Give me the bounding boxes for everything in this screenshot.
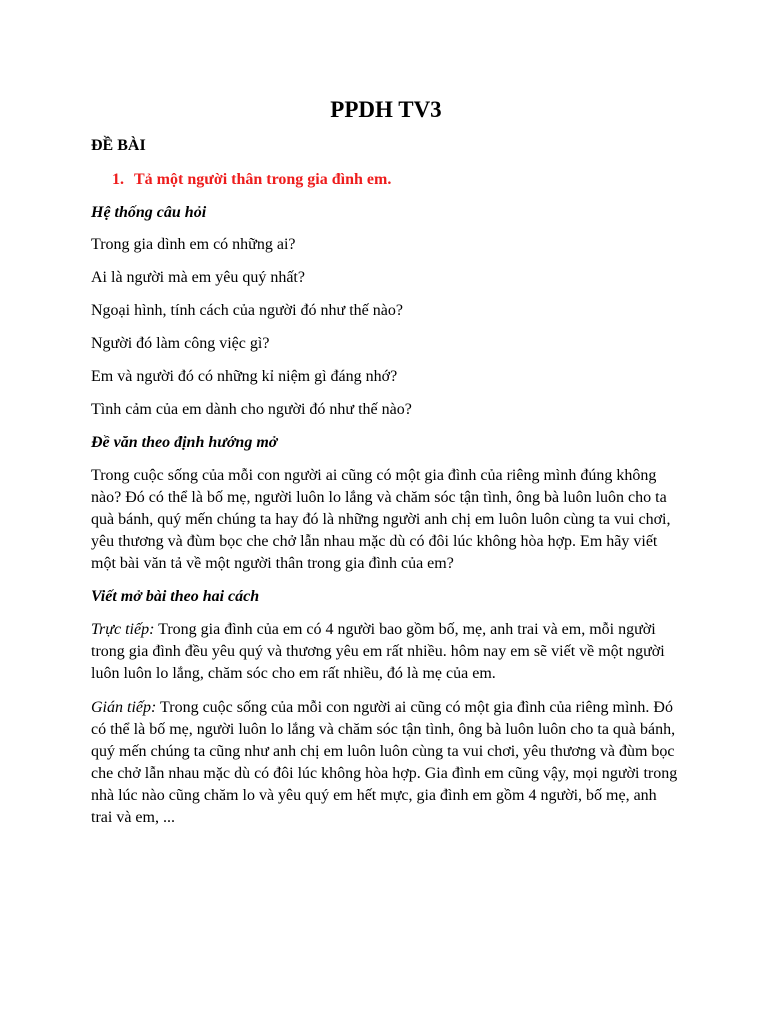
indirect-intro-paragraph [91,697,681,829]
task-number: 1. [112,171,124,188]
question-item: Trong gia dình em có những ai? [91,236,296,253]
prompt-paragraph: Trong cuộc sống của mỗi con người ai cũng có một gia đình của riêng mình đúng không nào? Đó có thể là bố mẹ, người luôn lo lắng và chăm sóc tận tình, ông bà luôn luôn cho ta quà bánh, quý mến chúng ta hay đó là những người anh chị em luôn luôn cùng ta vui chơi, yêu thương và đùm bọc che chở lẫn nhau mặc dù có đôi lúc không hòa hợp. Em hãy viết một bài văn tả về một người thân trong gia đình của em? [91,467,671,572]
document-page [91,96,681,841]
direct-intro-paragraph [91,619,681,685]
indirect-intro-text: Trong cuộc sống của mỗi con người ai cũng có một gia đình của riêng mình. Đó có thể là bố mẹ, người luôn lo lắng và chăm sóc tận tình, ông bà luôn luôn cho ta quà bánh, quý mến chúng ta cũng như anh chị em luôn luôn cùng ta vui chơi, yêu thương và đùm bọc che chở lẫn nhau mặc dù có đôi lúc không hòa hợp. Gia đình em cũng vậy, mọi người trong nhà lúc nào cũng chăm lo và yêu quý em hết mực, gia đình em gồm 4 người, bố mẹ, anh trai và em, ... [91,699,678,826]
task-text: Tả một người thân trong gia đình em. [134,171,392,188]
question-item: Ngoại hình, tính cách của người đó như thế nào? [91,302,403,319]
intro-heading: Viết mở bài theo hai cách [91,588,260,605]
indirect-intro-label: Gián tiếp: [91,699,157,716]
question-item: Người đó làm công việc gì? [91,335,270,352]
section-label: ĐỀ BÀI [91,137,146,154]
question-item: Em và người đó có những kỉ niệm gì đáng nhớ? [91,368,398,385]
document-title: PPDH TV3 [330,97,442,122]
direct-intro-text: Trong gia đình của em có 4 người bao gồm bố, mẹ, anh trai và em, mỗi người trong gia đình đều yêu quý và thương yêu em rất nhiều. hôm nay em sẽ viết về một người luôn luôn lo lắng, chăm sóc cho em rất nhiều, đó là mẹ của em. [91,621,665,682]
prompt-heading: Đề văn theo định hướng mở [91,434,278,451]
questions-heading: Hệ thống câu hỏi [91,204,207,221]
task-item [91,170,681,190]
question-item: Ai là người mà em yêu quý nhất? [91,269,305,286]
question-item: Tình cảm của em dành cho người đó như thế nào? [91,401,412,418]
direct-intro-label: Trực tiếp: [91,621,155,638]
